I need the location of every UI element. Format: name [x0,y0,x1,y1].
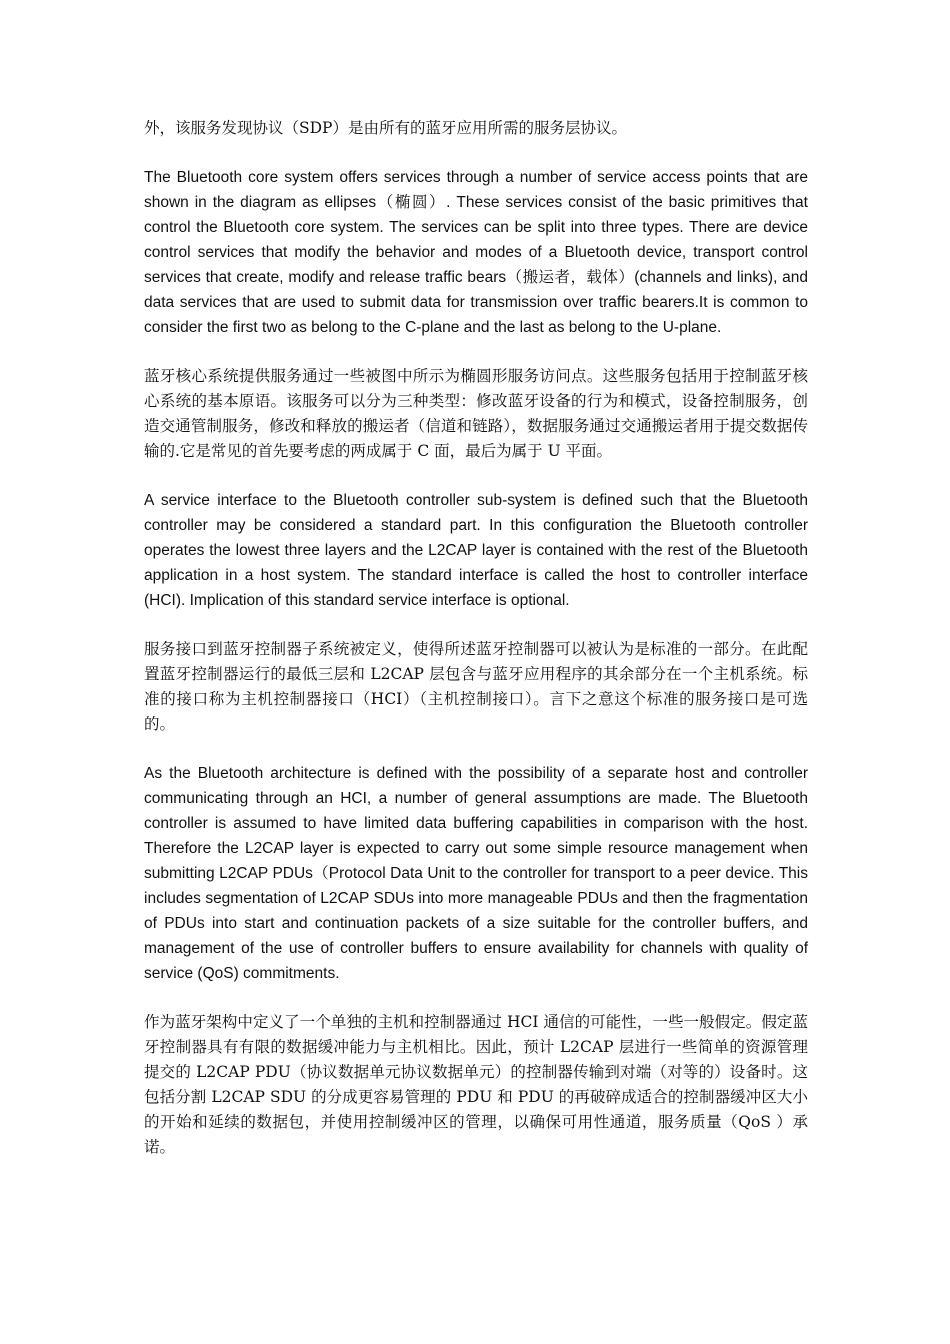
paragraph-en-architecture: As the Bluetooth architecture is defined with the possibility of a separate host and controller communicating through an HCI, a number of general assumptions are made. The Bluetooth controller is assumed to have limited data buffering capabilities in comparison with the host. Therefore the L2CAP layer is expected to carry out some simple resource management when submitting L2CAP PDUs（Protocol Data Unit to the controller for transport to a peer device. This includes segmentation of L2CAP SDUs into more manageable PDUs and then the fragmentation of PDUs into start and continuation packets of a size suitable for the controller buffers, and management of the use of controller buffers to ensure availability for channels with quality of service (QoS) commitments. [144,765,808,982]
paragraph-en-service-interface: A service interface to the Bluetooth controller sub-system is defined such that the Bluetooth controller may be considered a standard part. In this configuration the Bluetooth controller operates the lowest three layers and the L2CAP layer is contained with the rest of the Bluetooth application in a host system. The standard interface is called the host to controller interface (HCI). Implication of this standard service interface is optional. [144,492,808,609]
paragraph-spacer [144,737,808,761]
paragraph-spacer [144,340,808,364]
paragraph-zh-core-services: 蓝牙核心系统提供服务通过一些被图中所示为椭圆形服务访问点。这些服务包括用于控制蓝牙核心系统的基本原语。该服务可以分为三种类型：修改蓝牙设备的行为和模式，设备控制服务，创造交通管制服务，修改和释放的搬运者（信道和链路），数据服务通过交通搬运者用于提交数据传输的.它是常见的首先要考虑的两成属于 C 面，最后为属于 U 平面。 [144,367,808,460]
paragraph-spacer [144,613,808,637]
document-body [144,116,808,1160]
paragraph-spacer [144,464,808,488]
paragraph-zh-service-interface: 服务接口到蓝牙控制器子系统被定义，使得所述蓝牙控制器可以被认为是标准的一部分。在此配置蓝牙控制器运行的最低三层和 L2CAP 层包含与蓝牙应用程序的其余部分在一个主机系统。标准的接口称为主机控制器接口（HCI）（主机控制接口）。言下之意这个标准的服务接口是可选的。 [144,640,808,733]
paragraph-spacer [144,141,808,165]
paragraph-spacer [144,986,808,1010]
paragraph-zh-architecture: 作为蓝牙架构中定义了一个单独的主机和控制器通过 HCI 通信的可能性，一些一般假定。假定蓝牙控制器具有有限的数据缓冲能力与主机相比。因此，预计 L2CAP 层进行一些简单的资源管理提交的 L2CAP PDU（协议数据单元协议数据单元）的控制器传输到对端（对等的）设备时。这包括分割 L2CAP SDU 的分成更容易管理的 PDU 和 PDU 的再破碎成适合的控制器缓冲区大小的开始和延续的数据包，并使用控制缓冲区的管理，以确保可用性通道，服务质量（QoS ）承诺。 [144,1013,808,1156]
paragraph-zh-sdp: 外，该服务发现协议（SDP）是由所有的蓝牙应用所需的服务层协议。 [144,119,627,137]
paragraph-en-core-services: The Bluetooth core system offers services through a number of service access points that are shown in the diagram as ellipses（椭圆）. These services consist of the basic primitives that control the Bluetooth core system. The services can be split into three types. There are device control services that modify the behavior and modes of a Bluetooth device, transport control services that create, modify and release traffic bears（搬运者，载体）(channels and links), and data services that are used to submit data for transmission over traffic bearers.It is common to consider the first two as belong to the C-plane and the last as belong to the U-plane. [144,169,808,336]
